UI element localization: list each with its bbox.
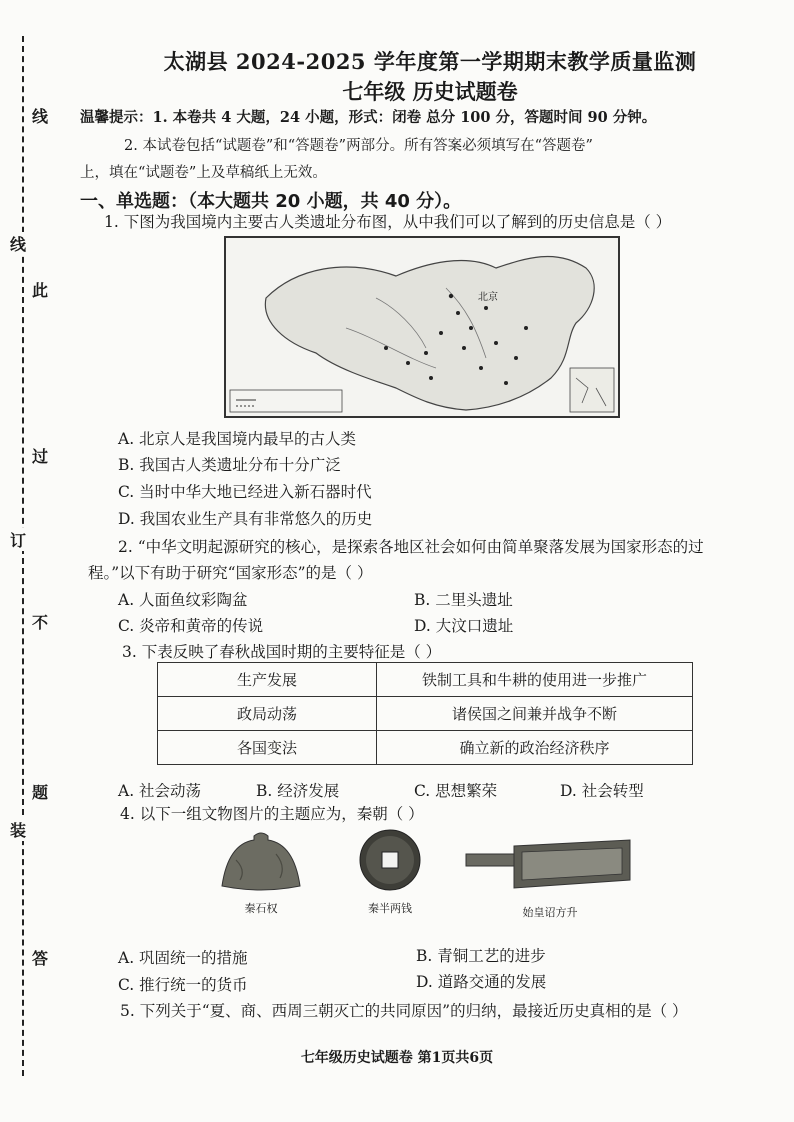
exam-title: 太湖县 2024-2025 学年度第一学期期末教学质量监测: [163, 49, 697, 74]
notice-line-1: 温馨提示：1. 本卷共 4 大题，24 小题，形式：闭卷 总分 100 分，答题时间 90 分钟。: [80, 109, 657, 126]
binding-dashed-line: [22, 36, 24, 1076]
q2-option-c: C. 炎帝和黄帝的传说: [118, 617, 264, 635]
binding-char: 过: [32, 447, 49, 466]
map-drawing: [226, 238, 618, 416]
qin-edict-measure-image: [464, 836, 634, 892]
caption-banliang-coin: 秦半两钱: [368, 902, 412, 915]
q4-option-b: B. 青铜工艺的进步: [416, 947, 546, 965]
q3-feature-table: [157, 662, 693, 765]
binding-char: 装: [10, 818, 30, 841]
binding-char: 答: [32, 949, 49, 968]
table-cell: 政局动荡: [158, 697, 377, 731]
qin-banliang-coin-image: [358, 828, 422, 892]
ancient-human-sites-map: [224, 236, 620, 418]
question-4-stem: 4. 以下一组文物图片的主题应为，秦朝（ ）: [120, 805, 424, 823]
binding-char: 订: [10, 528, 30, 551]
table-row: [158, 663, 693, 697]
qin-stone-weight-image: [216, 830, 306, 894]
binding-char: 线: [10, 232, 30, 255]
table-cell: 确立新的政治经济秩序: [377, 731, 693, 765]
q2-option-a: A. 人面鱼纹彩陶盆: [118, 591, 248, 609]
binding-char: 此: [32, 281, 49, 300]
question-5-stem: 5. 下列关于“夏、商、西周三朝灭亡的共同原因”的归纳，最接近历史真相的是（ ）: [120, 1002, 688, 1020]
q1-option-d: D. 我国农业生产具有非常悠久的历史: [118, 510, 373, 528]
q1-option-b: B. 我国古人类遗址分布十分广泛: [118, 456, 341, 474]
q4-option-a: A. 巩固统一的措施: [118, 949, 248, 967]
binding-char: 线: [32, 107, 49, 126]
q1-option-c: C. 当时中华大地已经进入新石器时代: [118, 483, 372, 501]
question-2-stem-line-1: 2. “中华文明起源研究的核心，是探索各地区社会如何由简单聚落发展为国家形态的过: [118, 538, 704, 556]
q4-option-c: C. 推行统一的货币: [118, 976, 248, 994]
q3-option-a: A. 社会动荡: [118, 782, 202, 800]
table-row: [158, 731, 693, 765]
binding-char: 不: [32, 613, 49, 632]
table-cell: 铁制工具和牛耕的使用进一步推广: [377, 663, 693, 697]
q1-option-a: A. 北京人是我国境内最早的古人类: [118, 430, 357, 448]
q2-option-d: D. 大汶口遗址: [414, 617, 514, 635]
question-3-stem: 3. 下表反映了春秋战国时期的主要特征是（ ）: [122, 643, 442, 661]
q3-option-d: D. 社会转型: [560, 782, 644, 800]
exam-subtitle: 七年级 历史试题卷: [342, 79, 518, 104]
caption-stone-weight: 秦石权: [244, 902, 278, 915]
q3-option-c: C. 思想繁荣: [414, 782, 498, 800]
map-label-beijing: 北京: [478, 292, 498, 303]
page-footer: 七年级历史试题卷 第1页共6页: [300, 1050, 494, 1066]
caption-edict-measure: 始皇诏方升: [522, 906, 578, 919]
question-2-stem-line-2: 程。”以下有助于研究“国家形态”的是（ ）: [88, 564, 373, 582]
q2-option-b: B. 二里头遗址: [414, 591, 513, 609]
table-row: [158, 697, 693, 731]
q3-option-b: B. 经济发展: [256, 782, 340, 800]
question-1-stem: 1. 下图为我国境内主要古人类遗址分布图，从中我们可以了解到的历史信息是（ ）: [104, 213, 672, 231]
binding-char: 题: [32, 783, 49, 802]
table-cell: 诸侯国之间兼并战争不断: [377, 697, 693, 731]
notice-line-3: 上，填在“试题卷”上及草稿纸上无效。: [80, 165, 327, 181]
table-cell: 生产发展: [158, 663, 377, 697]
notice-line-2: 2. 本试卷包括“试题卷”和“答题卷”两部分。所有答案必须填写在“答题卷”: [124, 138, 593, 154]
section-1-heading: 一、单选题：（本大题共 20 小题，共 40 分）。: [80, 191, 462, 212]
q4-option-d: D. 道路交通的发展: [416, 973, 547, 991]
table-cell: 各国变法: [158, 731, 377, 765]
